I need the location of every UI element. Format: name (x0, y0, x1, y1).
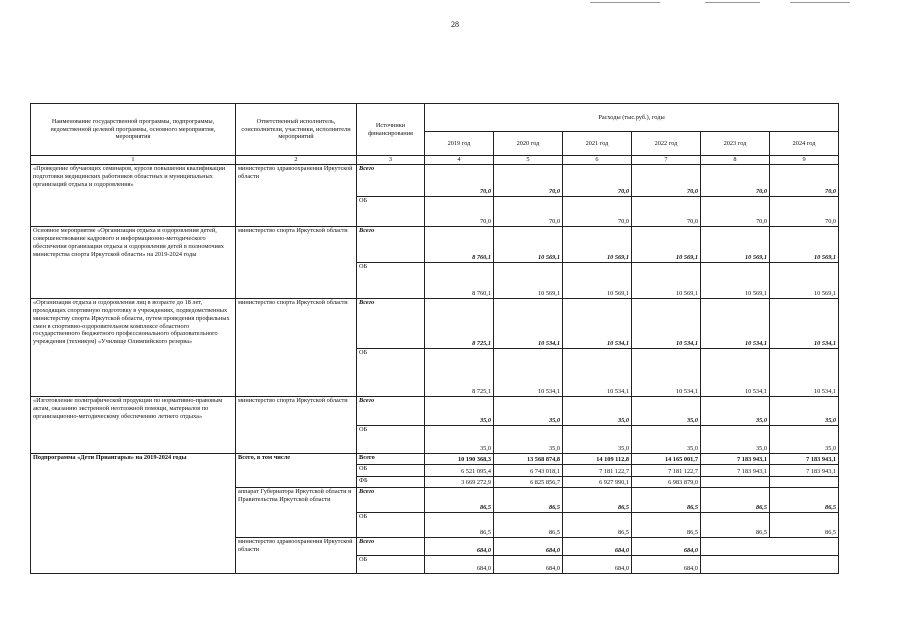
total-value: 35,0 (425, 397, 494, 426)
activity-name: «Проведение обучающих семинаров, курсов повышения квалификации подготовки медицинских работников областных и муниципальных организаций отдыха и оздоровления» (31, 165, 236, 227)
fb-value (701, 477, 770, 488)
fb-value (770, 477, 839, 488)
top-rule (705, 2, 760, 3)
total-value: 35,0 (701, 397, 770, 426)
fb-value: 3 669 272,9 (425, 477, 494, 488)
ob-value: 70,0 (563, 197, 632, 227)
source-label: Всего (357, 397, 425, 426)
total-value (701, 538, 770, 556)
total-value: 86,5 (563, 488, 632, 513)
subprogram-name: Подпрограмма «Дети Приангарья» на 2019-2024 годы (31, 454, 236, 574)
total-value: 10 569,1 (701, 227, 770, 263)
total-value: 86,5 (701, 488, 770, 513)
total-value: 7 183 943,1 (701, 454, 770, 465)
ob-value: 70,0 (701, 197, 770, 227)
ob-value: 7 181 122,7 (563, 465, 632, 477)
total-value: 10 190 368,3 (425, 454, 494, 465)
column-index: 2 (236, 156, 357, 165)
source-label: Всего (357, 165, 425, 197)
total-value: 7 183 943,1 (770, 454, 839, 465)
ob-value: 10 569,1 (632, 263, 701, 299)
fb-value: 6 927 990,1 (563, 477, 632, 488)
source-label: Всего (357, 488, 425, 513)
ob-value: 8 760,1 (425, 263, 494, 299)
total-value: 13 568 874,8 (494, 454, 563, 465)
source-label: ОБ (357, 349, 425, 397)
header-year: 2019 год (425, 132, 494, 156)
ob-value: 70,0 (425, 197, 494, 227)
column-index: 4 (425, 156, 494, 165)
total-value: 70,0 (494, 165, 563, 197)
header-year: 2020 год (494, 132, 563, 156)
total-value: 684,0 (563, 538, 632, 556)
total-value: 70,0 (632, 165, 701, 197)
total-value: 10 569,1 (563, 227, 632, 263)
top-rule (790, 2, 850, 3)
total-value: 14 109 112,8 (563, 454, 632, 465)
source-label: Всего (357, 227, 425, 263)
source-label: ОБ (357, 197, 425, 227)
ob-value: 684,0 (425, 556, 494, 574)
column-index: 1 (31, 156, 236, 165)
total-value: 10 569,1 (494, 227, 563, 263)
total-value: 86,5 (770, 488, 839, 513)
ob-value: 86,5 (701, 513, 770, 538)
ob-value: 10 569,1 (701, 263, 770, 299)
ob-value: 86,5 (632, 513, 701, 538)
total-value: 10 534,1 (563, 299, 632, 349)
total-value: 86,5 (425, 488, 494, 513)
total-value: 10 534,1 (632, 299, 701, 349)
page-number: 28 (451, 20, 459, 29)
table-row (31, 227, 839, 263)
source-label: ОБ (357, 263, 425, 299)
header-year: 2022 год (632, 132, 701, 156)
executor-name: министерство спорта Иркутской области (236, 397, 357, 454)
ob-value: 70,0 (632, 197, 701, 227)
ob-value: 684,0 (563, 556, 632, 574)
total-value: 10 569,1 (632, 227, 701, 263)
ob-value: 8 725,1 (425, 349, 494, 397)
ob-value: 7 181 122,7 (632, 465, 701, 477)
executor-name: аппарат Губернатора Иркутской области и Правительства Иркутской области (236, 488, 357, 538)
column-index: 3 (357, 156, 425, 165)
ob-value: 86,5 (425, 513, 494, 538)
total-value: 8 725,1 (425, 299, 494, 349)
ob-value: 10 534,1 (701, 349, 770, 397)
activity-name: «Организация отдыха и оздоровления лиц в возрасте до 18 лет, проходящих спортивную подготовку в учреждениях, подведомственных министерству спорта Иркутской области, путем проведения профильных смен в спортивно-оздоровительном комплексе областного государственного бюджетного профессионального образовательного учреждения (техникум) «Училище Олимпийского резерва» (31, 299, 236, 397)
header-year: 2021 год (563, 132, 632, 156)
total-value: 86,5 (632, 488, 701, 513)
ob-value (770, 556, 839, 574)
ob-value: 6 743 018,1 (494, 465, 563, 477)
ob-value: 684,0 (494, 556, 563, 574)
total-value: 10 534,1 (770, 299, 839, 349)
ob-value: 10 534,1 (563, 349, 632, 397)
column-index: 8 (701, 156, 770, 165)
executor-name: министерство спорта Иркутской области (236, 299, 357, 397)
total-value: 70,0 (770, 165, 839, 197)
header-year: 2024 год (770, 132, 839, 156)
fb-value: 6 983 879,0 (632, 477, 701, 488)
executor-name: Всего, в том числе (236, 454, 357, 488)
ob-value: 86,5 (770, 513, 839, 538)
total-value: 70,0 (701, 165, 770, 197)
source-label: Всего (357, 538, 425, 556)
total-value: 35,0 (494, 397, 563, 426)
total-value: 684,0 (494, 538, 563, 556)
ob-value: 35,0 (494, 426, 563, 454)
total-value: 35,0 (563, 397, 632, 426)
ob-value: 10 569,1 (770, 263, 839, 299)
ob-value: 35,0 (563, 426, 632, 454)
table-row (31, 454, 839, 465)
header-expenses: Расходы (тыс.руб.), годы (425, 104, 839, 132)
total-value: 35,0 (770, 397, 839, 426)
header-name: Наименование государственной программы, подпрограммы, ведомственной целевой программы, основного мероприятия, мероприятия (31, 104, 236, 156)
total-value: 14 165 001,7 (632, 454, 701, 465)
ob-value: 6 521 095,4 (425, 465, 494, 477)
table-row (31, 397, 839, 426)
ob-value: 10 534,1 (494, 349, 563, 397)
total-value: 8 760,1 (425, 227, 494, 263)
total-value: 70,0 (563, 165, 632, 197)
source-label: ОБ (357, 513, 425, 538)
ob-value: 7 183 943,1 (770, 465, 839, 477)
ob-value: 70,0 (770, 197, 839, 227)
total-value: 70,0 (425, 165, 494, 197)
total-value: 10 534,1 (494, 299, 563, 349)
ob-value: 35,0 (632, 426, 701, 454)
ob-value: 10 534,1 (632, 349, 701, 397)
activity-name: Основное мероприятие «Организация отдыха и оздоровления детей, совершенствование кадрового и информационно-методического обеспечения организации отдыха и оздоровления детей в полномочиях министерства спорта Иркутской области» на 2019-2024 годы (31, 227, 236, 299)
total-value: 684,0 (425, 538, 494, 556)
ob-value: 7 183 943,1 (701, 465, 770, 477)
total-value: 35,0 (632, 397, 701, 426)
source-label: ФБ (357, 477, 425, 488)
header-year: 2023 год (701, 132, 770, 156)
ob-value: 86,5 (563, 513, 632, 538)
activity-name: «Изготовление полиграфической продукции по нормативно-правовым актам, оказанию экстренной неотложной помощи, материалов по организационно-методическому обеспечению летнего отдыха» (31, 397, 236, 454)
total-value: 684,0 (632, 538, 701, 556)
column-index: 9 (770, 156, 839, 165)
budget-table (30, 103, 839, 574)
ob-value: 684,0 (632, 556, 701, 574)
ob-value: 35,0 (425, 426, 494, 454)
ob-value: 35,0 (770, 426, 839, 454)
top-rule (590, 2, 660, 3)
ob-value: 70,0 (494, 197, 563, 227)
executor-name: министерство здравоохранения Иркутской области (236, 538, 357, 574)
ob-value: 10 569,1 (563, 263, 632, 299)
source-label: Всего (357, 299, 425, 349)
column-index: 6 (563, 156, 632, 165)
executor-name: министерство здравоохранения Иркутской области (236, 165, 357, 227)
ob-value: 10 569,1 (494, 263, 563, 299)
total-value: 86,5 (494, 488, 563, 513)
total-value: 10 534,1 (701, 299, 770, 349)
column-index: 5 (494, 156, 563, 165)
table-row (31, 299, 839, 349)
ob-value: 35,0 (701, 426, 770, 454)
source-label: Всего (357, 454, 425, 465)
source-label: ОБ (357, 465, 425, 477)
header-source: Источники финансирования (357, 104, 425, 156)
total-value (770, 538, 839, 556)
fb-value: 6 825 856,7 (494, 477, 563, 488)
header-executor: Ответственный исполнитель, соисполнители, участники, исполнители мероприятий (236, 104, 357, 156)
ob-value (701, 556, 770, 574)
ob-value: 86,5 (494, 513, 563, 538)
source-label: ОБ (357, 556, 425, 574)
ob-value: 10 534,1 (770, 349, 839, 397)
column-index: 7 (632, 156, 701, 165)
source-label: ОБ (357, 426, 425, 454)
total-value: 10 569,1 (770, 227, 839, 263)
table-row (31, 165, 839, 197)
executor-name: министерство спорта Иркутской области (236, 227, 357, 299)
